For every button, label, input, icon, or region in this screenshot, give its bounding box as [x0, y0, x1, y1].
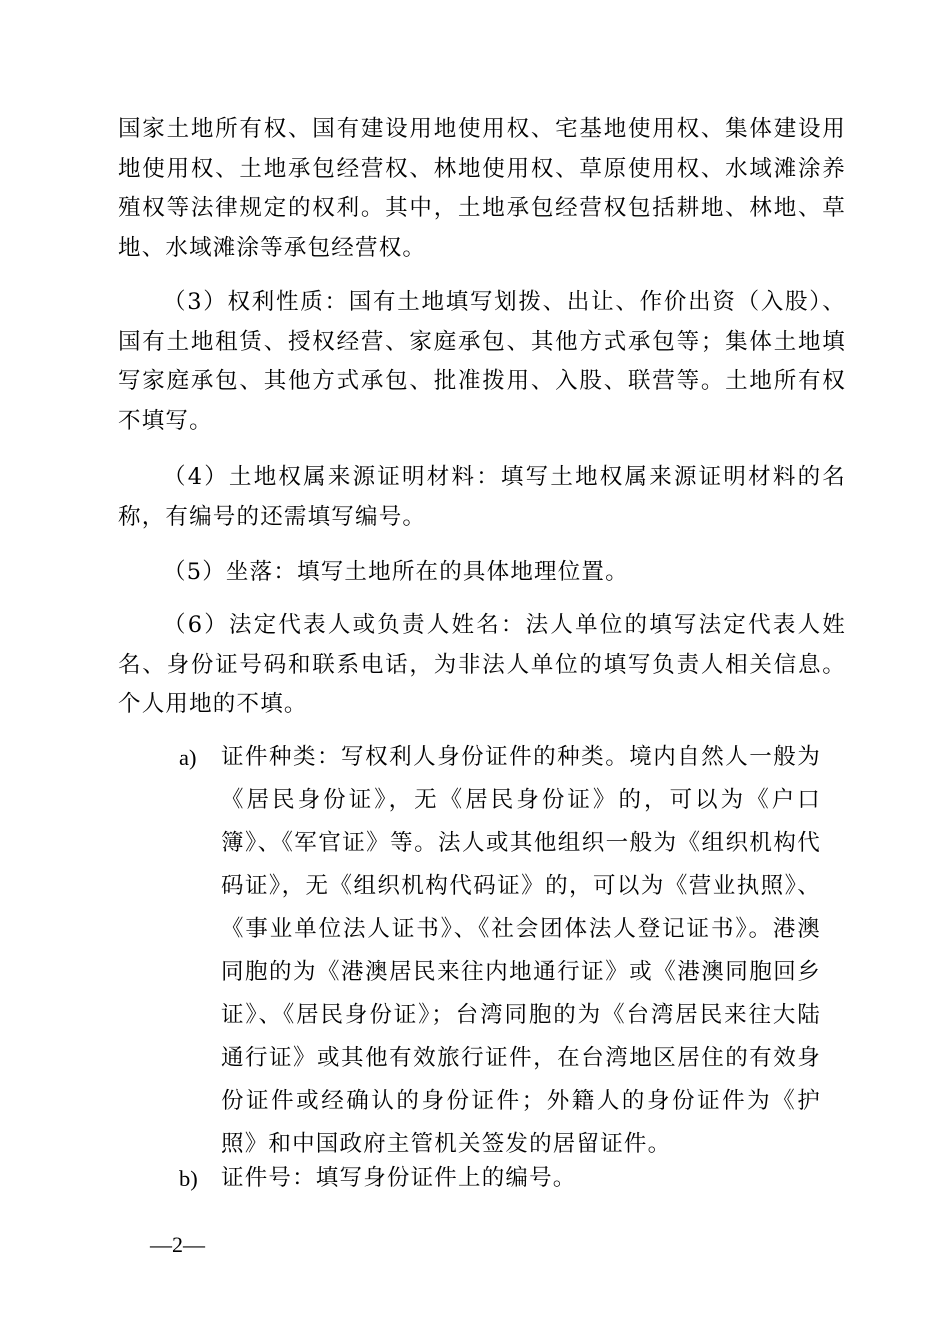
paragraph-location: （5）坐落：填写土地所在的具体地理位置。 — [163, 559, 629, 585]
list-item-marker: a) — [179, 745, 197, 770]
paragraph-ownership-source: （4）土地权属来源证明材料：填写土地权属来源证明材料的名称，有编号的还需填写编号。 — [118, 464, 846, 530]
list-item-text: 证件号：填写身份证件上的编号。 — [221, 1165, 577, 1191]
paragraph-rights-nature: （3）权利性质：国有土地填写划拨、出让、作价出资（入股）、国有土地租赁、授权经营、家庭承包、其他方式承包等；集体土地填写家庭承包、其他方式承包、批准拨用、入股、联营等。土地所有权不填写。 — [118, 289, 846, 434]
paragraph-rights-types: 国家土地所有权、国有建设用地使用权、宅基地使用权、集体建设用地使用权、土地承包经营权、林地使用权、草原使用权、水域滩涂养殖权等法律规定的权利。其中，土地承包经营权包括耕地、林地、草地、水域滩涂等承包经营权。 — [118, 116, 846, 261]
paragraph-legal-representative: （6）法定代表人或负责人姓名：法人单位的填写法定代表人姓名、身份证号码和联系电话，为非法人单位的填写负责人相关信息。个人用地的不填。 — [118, 612, 846, 718]
list-item-marker: b) — [179, 1166, 198, 1191]
list-item-id-number — [179, 1157, 829, 1200]
list-item-text: 证件种类：写权利人身份证件的种类。境内自然人一般为《居民身份证》，无《居民身份证》的，可以为《户口簿》、《军官证》等。法人或其他组织一般为《组织机构代码证》，无《组织机构代码证》的，可以为《营业执照》、《事业单位法人证书》、《社会团体法人登记证书》。港澳同胞的为《港澳居民来往内地通行证》或《港澳同胞回乡证》、《居民身份证》；台湾同胞的为《台湾居民来往大陆通行证》或其他有效旅行证件，在台湾地区居住的有效身份证件或经确认的身份证件；外籍人的身份证件为《护照》和中国政府主管机关签发的居留证件。 — [221, 744, 821, 1157]
page-number: —2— — [150, 1232, 205, 1257]
list-item-id-type — [179, 736, 829, 1156]
